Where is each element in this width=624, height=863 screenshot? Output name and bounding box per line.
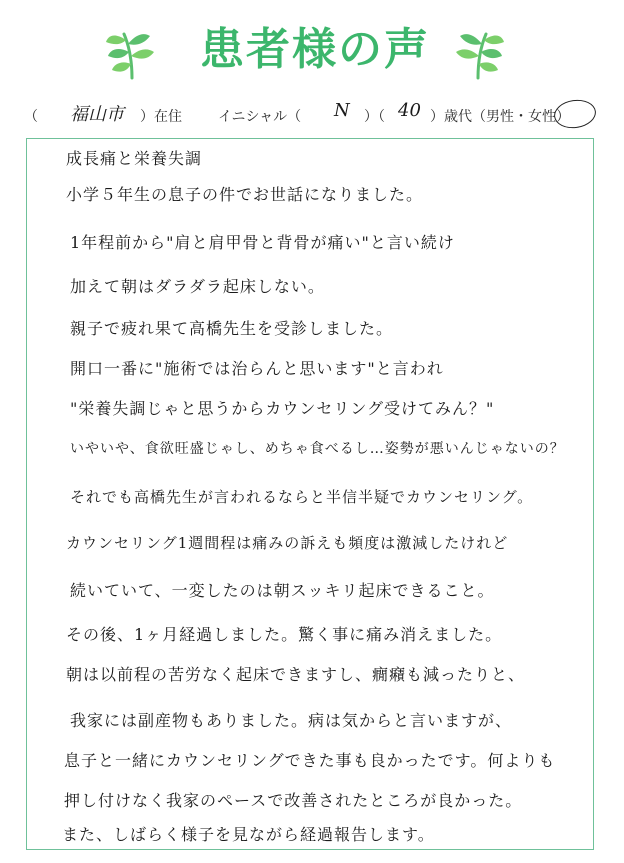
letter-line: 加えて朝はダラダラ起床しない。 <box>70 277 325 296</box>
info-residence: ）在住 <box>140 109 182 125</box>
letter-line: また、しばらく様子を見ながら経過報告します。 <box>62 825 435 844</box>
header <box>0 8 624 90</box>
patient-info-line <box>18 96 608 130</box>
info-initial-label: イニシャル（ <box>218 109 302 125</box>
letter-line: 1年程前から"肩と肩甲骨と背骨が痛い"と言い続け <box>70 233 455 252</box>
letter-line: 我家には副産物もありました。病は気からと言いますが、 <box>70 711 513 730</box>
info-open-paren: （ <box>24 109 38 125</box>
leaf-icon <box>102 22 162 82</box>
info-city: 福山市 <box>70 104 124 125</box>
letter-line: 朝は以前程の苦労なく起床できますし、癇癪も減ったりと、 <box>66 665 526 684</box>
info-age: 40 <box>398 100 421 121</box>
letter-line: カウンセリング1週間程は痛みの訴えも頻度は激減したけれど <box>66 534 509 552</box>
info-initial: N <box>334 100 350 121</box>
page-title: 患者様の声 <box>200 24 430 75</box>
leaf-icon <box>448 22 508 82</box>
letter-line: いやいや、食欲旺盛じゃし、めちゃ食べるし…姿勢が悪いんじゃないの？ <box>70 441 565 457</box>
letter-line: それでも高橋先生が言われるならと半信半疑でカウンセリング。 <box>70 488 534 506</box>
letter-line: 小学５年生の息子の件でお世話になりました。 <box>66 185 424 204</box>
letter-line: その後、1ヶ月経過しました。驚く事に痛み消えました。 <box>66 625 503 644</box>
letter-line: 親子で疲れ果て高橋先生を受診しました。 <box>70 319 394 338</box>
letter-line: "栄養失調じゃと思うからカウンセリング受けてみん？" <box>70 399 495 418</box>
letter-line: 成長痛と栄養失調 <box>66 149 203 168</box>
info-initial-close: ）（ <box>364 109 385 125</box>
letter-line: 続いていて、一変したのは朝スッキリ起床できること。 <box>70 581 495 600</box>
letter-line: 開口一番に"施術では治らんと思います"と言われ <box>70 359 444 378</box>
letter-line: 押し付けなく我家のペースで改善されたところが良かった。 <box>64 791 523 810</box>
info-age-gender: ）歳代（男性・女性） <box>430 109 570 125</box>
letter-line: 息子と一緒にカウンセリングできた事も良かったです。何よりも <box>64 751 556 770</box>
